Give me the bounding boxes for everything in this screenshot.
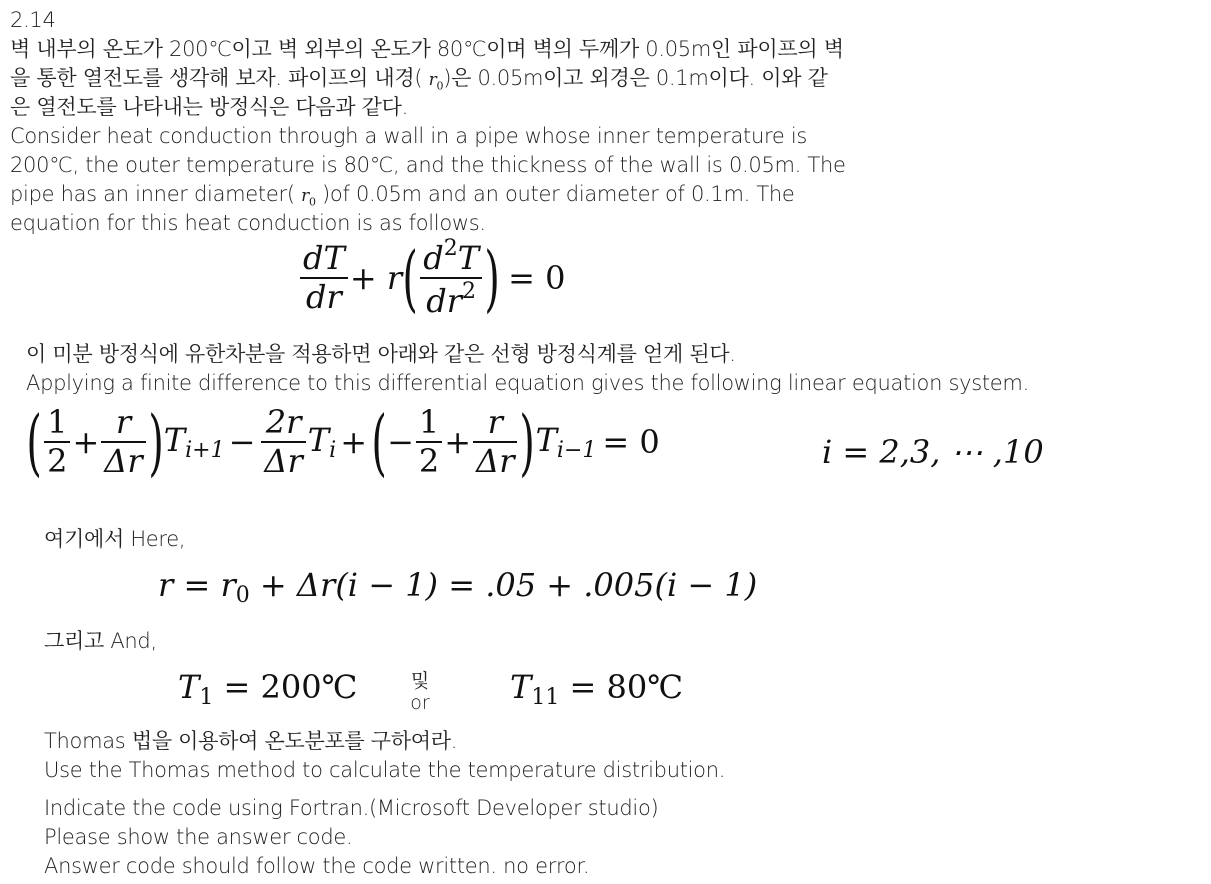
fd-paren-1-close: ) [147,399,164,484]
fd-T-im1-sub: i−1 [556,437,597,463]
problem-en-line-3-pre: pipe has an inner diameter( [10,182,295,206]
problem-en-line-4: equation for this heat conduction is as follows. [10,211,486,235]
ode-frac-d2T-dr2 [420,236,482,320]
r0-symbol-en-base: r [301,186,309,206]
fd-frac-r-dr-2-den: Δr [476,441,515,480]
ode-equation [298,236,565,320]
ode-frac2-den-base: dr [426,281,462,320]
bc2-T: T [510,668,532,706]
fd-paren-2-open: ( [371,399,387,484]
r-def-sub: 0 [235,583,250,608]
fd-T-i-sub: i [329,437,337,463]
requirement-3: Answer code should follow the code written. no error. [44,854,590,878]
problem-en-line-3-post: )of 0.05m and an outer diameter of 0.1m. The [322,182,795,206]
fd-intro-ko: 이 미분 방정식에 유한차분을 적용하면 아래와 같은 선형 방정식계를 얻게 된다. [26,342,736,366]
problem-number: 2.14 [10,8,56,32]
r0-symbol-en [301,186,316,209]
r0-symbol-sub: 0 [436,79,444,93]
fd-neg: − [387,422,414,461]
thomas-en: Use the Thomas method to calculate the temperature distribution. [44,758,726,782]
fd-intro-en: Applying a finite difference to this differential equation gives the following linear equation system. [26,371,1029,395]
fd-frac-half [44,404,70,480]
problem-ko-line-2-post: )은 0.05m이고 외경은 0.1m이다. 이와 같 [443,66,828,90]
requirement-2: Please show the answer code. [44,825,353,849]
problem-ko-line-3: 은 열전도를 나타내는 방정식은 다음과 같다. [10,95,408,119]
here-label: 여기에서 Here, [44,527,186,551]
fd-T-i-base: T [307,420,330,459]
fd-T-ip1-base: T [163,420,186,459]
fd-minus: − [228,422,256,461]
bc-1 [178,668,357,710]
fd-frac-half-den: 2 [47,441,68,480]
ode-frac2-num [420,236,482,279]
fd-paren-2-close: ) [519,399,536,484]
bc1-rest: = 200℃ [213,668,358,706]
ode-right-paren: ) [484,235,500,320]
ode-frac-dT-dr [300,240,348,316]
ode-frac1-num: dT [300,240,348,279]
fd-frac-half-2-den: 2 [418,441,440,480]
or-connector [405,670,435,714]
problem-ko-line-2-pre: 을 통한 열전도를 생각해 보자. 파이프의 내경( [10,66,423,90]
fd-frac-r-dr-2-num: r [473,404,517,443]
fd-frac-half-num: 1 [44,404,70,443]
fd-T-im1-base: T [535,420,557,459]
ode-left-paren: ( [402,235,418,320]
ode-frac2-num-var: T [457,239,480,277]
fd-frac-half-2-num: 1 [416,404,442,443]
or-en: or [410,692,430,714]
ode-plus-r: + r [349,258,403,297]
ode-frac2-num-base: d [423,239,444,277]
bc-2 [510,668,683,710]
fd-equation [26,399,660,484]
r0-symbol [428,70,444,93]
r0-symbol-base: r [428,70,437,90]
ode-frac2-num-exp: 2 [443,236,458,261]
fd-T-i [307,420,337,463]
requirement-1: Indicate the code using Fortran.(Microsoft Developer studio) [44,796,659,820]
problem-en-line-2: 200℃, the outer temperature is 80℃, and the thickness of the wall is 0.05m. The [10,153,846,177]
fd-plus-2: + [340,422,367,461]
fd-T-ip1-sub: i+1 [185,437,225,463]
bc2-sub: 11 [531,685,560,710]
fd-plus-1: + [72,422,100,461]
ode-frac1-den: dr [306,277,342,316]
r-definition [158,566,757,608]
ode-rhs: = 0 [508,258,566,297]
fd-index-range: i = 2,3, ⋯ ,10 [822,433,1044,471]
thomas-ko: Thomas 법을 이용하여 온도분포를 구하여라. [44,729,458,753]
ode-frac2-den [420,279,482,320]
r0-symbol-en-sub: 0 [308,195,316,209]
bc2-rest: = 80℃ [559,668,684,706]
r-def-rest: + Δr(i − 1) = .05 + .005(i − 1) [249,566,758,604]
fd-T-im1 [535,420,597,463]
fd-frac-r-dr-1-den: Δr [104,441,143,480]
problem-en-line-1: Consider heat conduction through a wall in a pipe whose inner temperature is [10,124,808,148]
fd-rhs: = 0 [602,422,660,461]
ode-frac2-den-exp: 2 [462,278,476,304]
bc1-T: T [178,668,200,706]
fd-frac-r-dr-1-num: r [101,404,145,443]
r-def-lhs: r = r [158,566,236,604]
fd-frac-2r-dr [261,404,305,480]
fd-frac-r-dr-1 [101,404,145,480]
fd-frac-2r-dr-den: Δr [264,441,303,480]
or-ko: 및 [410,670,430,692]
bc1-sub: 1 [199,685,214,710]
problem-ko-line-1: 벽 내부의 온도가 200℃이고 벽 외부의 온도가 80℃이며 벽의 두께가 0.05m인 파이프의 벽 [10,37,844,61]
fd-frac-2r-dr-num: 2r [261,404,305,443]
fd-frac-r-dr-2 [473,404,517,480]
fd-paren-1-open: ( [26,399,42,484]
fd-plus-3: + [444,422,472,461]
and-label: 그리고 And, [44,629,157,653]
fd-frac-half-2 [416,404,442,480]
fd-T-ip1 [163,420,225,463]
